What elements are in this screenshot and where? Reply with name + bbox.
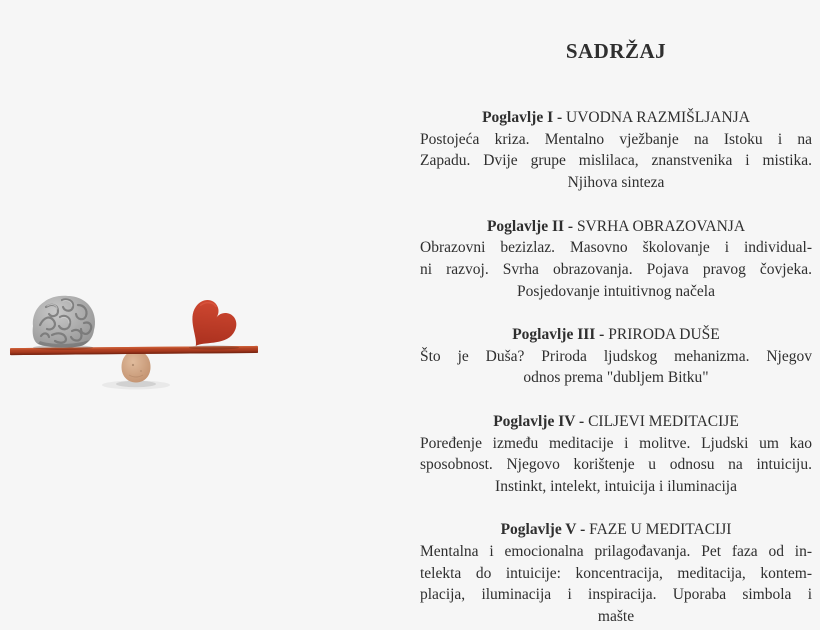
- brain-icon: [33, 296, 95, 348]
- chapter-heading: Poglavlje II - SVRHA OBRAZOVANJA: [486, 217, 746, 235]
- chapter-line: odnos prema "dubljem Bitku": [523, 369, 709, 387]
- chapter-line: Zapadu. Dvije grupe mislilaca, znanstvenika i mistika.: [420, 152, 812, 170]
- chapter-line: Poređenje između meditacije i molitve. Ljudski um kao: [420, 434, 812, 452]
- page-title: SADRŽAJ: [565, 39, 667, 63]
- chapter-number: Poglavlje I -: [482, 109, 563, 126]
- chapters: [420, 107, 812, 628]
- chapter-number: Poglavlje IV -: [493, 412, 585, 430]
- chapter-line: Obrazovni bezizlaz. Masovno školovanje i individual-: [420, 239, 812, 257]
- chapter-line: Mentalna i emocionalna prilagođavanja. Pet faza od in-: [420, 543, 812, 560]
- chapter-number: Poglavlje II -: [486, 217, 574, 235]
- chapter-1: [420, 107, 812, 194]
- chapter-heading: Poglavlje III - PRIRODA DUŠE: [512, 326, 720, 343]
- chapter-4: [420, 411, 812, 498]
- chapter-line: sposobnost. Njegovo korištenje u odnosu na intuiciju.: [420, 456, 812, 474]
- chapter-line: telekta do intuicije: koncentracija, meditacija, kontem-: [420, 564, 812, 582]
- chapter-2: [420, 216, 812, 303]
- chapter-line: ni razvoj. Svrha obrazovanja. Pojava pravog čovjeka.: [420, 260, 812, 278]
- brain-heart-seesaw-svg: [8, 293, 260, 395]
- chapter-3: [420, 324, 812, 389]
- egg-fulcrum-icon: [122, 351, 151, 383]
- table-of-contents: [420, 38, 812, 628]
- chapter-5: [420, 519, 812, 628]
- chapter-line: Posjedovanje intuitivnog načela: [516, 282, 715, 300]
- chapter-heading: Poglavlje IV - CILJEVI MEDITACIJE: [493, 412, 739, 430]
- chapter-number: Poglavlje V -: [500, 521, 586, 539]
- chapter-line: Što je Duša? Priroda ljudskog mehanizma. Njegov: [420, 347, 812, 365]
- chapter-heading: Poglavlje I - UVODNA RAZMIŠLJANJA: [482, 109, 750, 126]
- chapter-line: mašte: [597, 608, 635, 626]
- chapter-number: Poglavlje III -: [512, 326, 605, 343]
- chapter-heading: Poglavlje V - FAZE U MEDITACIJI: [500, 521, 732, 539]
- chapter-line: Instinkt, intelekt, intuicija i iluminacija: [495, 477, 737, 495]
- brain-heart-seesaw-illustration: [8, 293, 260, 395]
- chapter-line: Postojeća kriza. Mentalno vježbanje na Istoku i na: [420, 130, 812, 148]
- chapter-line: placija, iluminacija i inspiracija. Uporaba simbola i: [420, 586, 812, 604]
- chapter-line: Njihova sinteza: [567, 174, 665, 192]
- heart-shadow: [189, 345, 239, 349]
